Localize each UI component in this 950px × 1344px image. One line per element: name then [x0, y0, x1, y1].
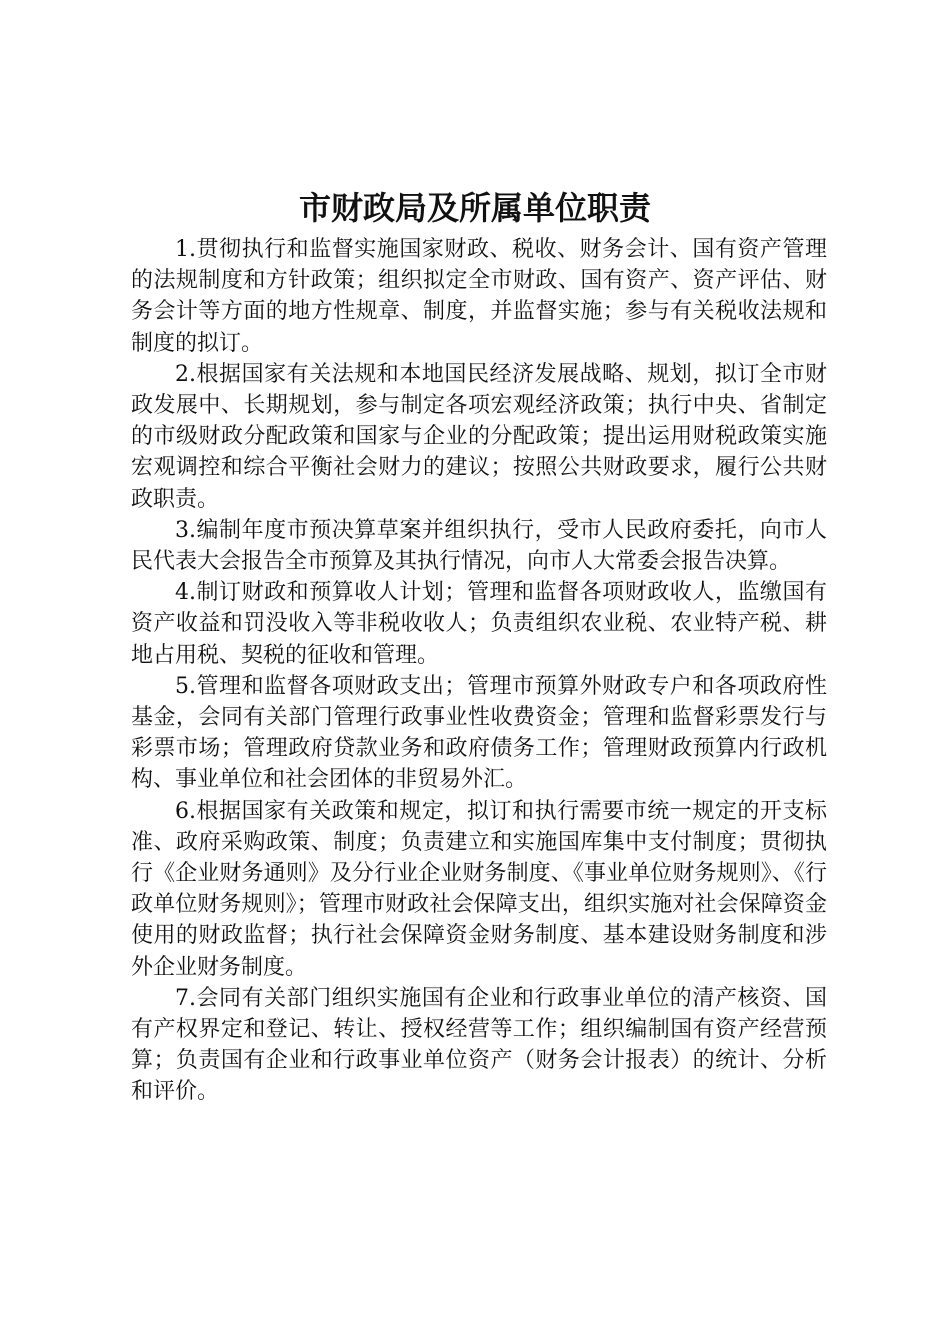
duty-paragraph-7: 7.会同有关部门组织实施国有企业和行政事业单位的清产核资、国有产权界定和登记、转让、授权经营等工作；组织编制国有资产经营预算；负责国有企业和行政事业单位资产（财务会计报表）的统计、分析和评价。 — [131, 985, 827, 1105]
document-body — [131, 234, 827, 1108]
duty-paragraph-1: 1.贯彻执行和监督实施国家财政、税收、财务会计、国有资产管理的法规制度和方针政策；组织拟定全市财政、国有资产、资产评估、财务会计等方面的地方性规章、制度，并监督实施；参与有关税收法规和制度的拟订。 — [131, 237, 827, 356]
duty-paragraph-4: 4.制订财政和预算收人计划；管理和监督各项财政收人，监缴国有资产收益和罚没收入等非税收收人；负责组织农业税、农业特产税、耕地占用税、契税的征收和管理。 — [131, 580, 827, 668]
duty-paragraph-5: 5.管理和监督各项财政支出；管理市预算外财政专户和各项政府性基金，会同有关部门管理行政事业性收费资金；管理和监督彩票发行与彩票市场；管理政府贷款业务和政府债务工作；管理财政预算内行政机构、事业单位和社会团体的非贸易外汇。 — [131, 673, 827, 793]
duty-paragraph-3: 3.编制年度市预决算草案并组织执行，受市人民政府委托，向市人民代表大会报告全市预算及其执行情况，向市人大常委会报告决算。 — [131, 517, 827, 575]
duty-paragraph-2: 2.根据国家有关法规和本地国民经济发展战略、规划，拟订全市财政发展中、长期规划，参与制定各项宏观经济政策；执行中央、省制定的市级财政分配政策和国家与企业的分配政策；提出运用财税政策实施宏观调控和综合平衡社会财力的建议；按照公共财政要求，履行公共财政职责。 — [131, 361, 827, 512]
document-title: 市财政局及所属单位职责 — [298, 189, 651, 227]
duty-paragraph-6: 6.根据国家有关政策和规定，拟订和执行需要市统一规定的开支标准、政府采购政策、制度；负责建立和实施国库集中支付制度；贯彻执行《企业财务通则》及分行业企业财务制度、《事业单位财务规则》、《行政单位财务规则》；管理市财政社会保障支出，组织实施对社会保障资金使用的财政监督；执行社会保障资金财务制度、基本建设财务制度和涉外企业财务制度。 — [131, 798, 827, 980]
